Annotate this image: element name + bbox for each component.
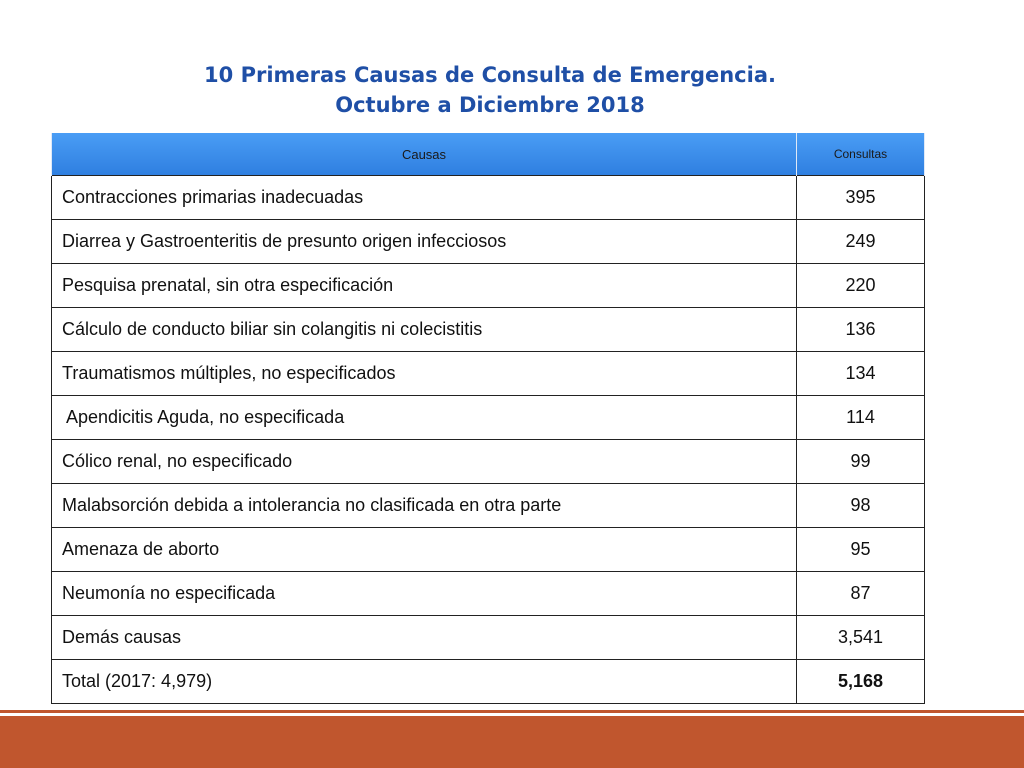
- total-row: [52, 660, 925, 704]
- cause-cell: Diarrea y Gastroenteritis de presunto origen infecciosos: [52, 220, 797, 264]
- count-cell: 220: [797, 264, 925, 308]
- cause-cell: Neumonía no especificada: [52, 572, 797, 616]
- cause-cell: Amenaza de aborto: [52, 528, 797, 572]
- causes-table: [51, 133, 925, 704]
- table-row: [52, 572, 925, 616]
- accent-divider-line: [0, 710, 1024, 713]
- cause-cell: Cólico renal, no especificado: [52, 440, 797, 484]
- count-cell: 114: [797, 396, 925, 440]
- cause-cell: Traumatismos múltiples, no especificados: [52, 352, 797, 396]
- column-header-consultas: Consultas: [797, 133, 925, 176]
- cause-cell: Cálculo de conducto biliar sin colangitis ni colecistitis: [52, 308, 797, 352]
- table-row: [52, 220, 925, 264]
- column-header-causes: Causas: [52, 133, 797, 176]
- cause-cell: Pesquisa prenatal, sin otra especificación: [52, 264, 797, 308]
- slide-title: [0, 60, 980, 120]
- cause-cell: Demás causas: [52, 616, 797, 660]
- count-cell: 95: [797, 528, 925, 572]
- slide-title-line2: Octubre a Diciembre 2018: [335, 93, 645, 117]
- table-row: [52, 528, 925, 572]
- count-cell: 99: [797, 440, 925, 484]
- count-cell: 136: [797, 308, 925, 352]
- slide-title-line1: 10 Primeras Causas de Consulta de Emergencia.: [204, 63, 776, 87]
- table-row: [52, 396, 925, 440]
- cause-cell: Apendicitis Aguda, no especificada: [52, 396, 797, 440]
- count-cell: 249: [797, 220, 925, 264]
- accent-footer-band: [0, 716, 1024, 768]
- table-row: [52, 308, 925, 352]
- count-cell: 395: [797, 176, 925, 220]
- table-row: [52, 440, 925, 484]
- table-row: [52, 352, 925, 396]
- count-cell: 134: [797, 352, 925, 396]
- cause-cell: Contracciones primarias inadecuadas: [52, 176, 797, 220]
- count-cell: 98: [797, 484, 925, 528]
- table-row: [52, 616, 925, 660]
- table-row: [52, 484, 925, 528]
- total-count-cell: 5,168: [797, 660, 925, 704]
- count-cell: 3,541: [797, 616, 925, 660]
- table-header-row: [52, 133, 925, 176]
- total-label-cell: Total (2017: 4,979): [52, 660, 797, 704]
- table-row: [52, 264, 925, 308]
- count-cell: 87: [797, 572, 925, 616]
- cause-cell: Malabsorción debida a intolerancia no clasificada en otra parte: [52, 484, 797, 528]
- table-row: [52, 176, 925, 220]
